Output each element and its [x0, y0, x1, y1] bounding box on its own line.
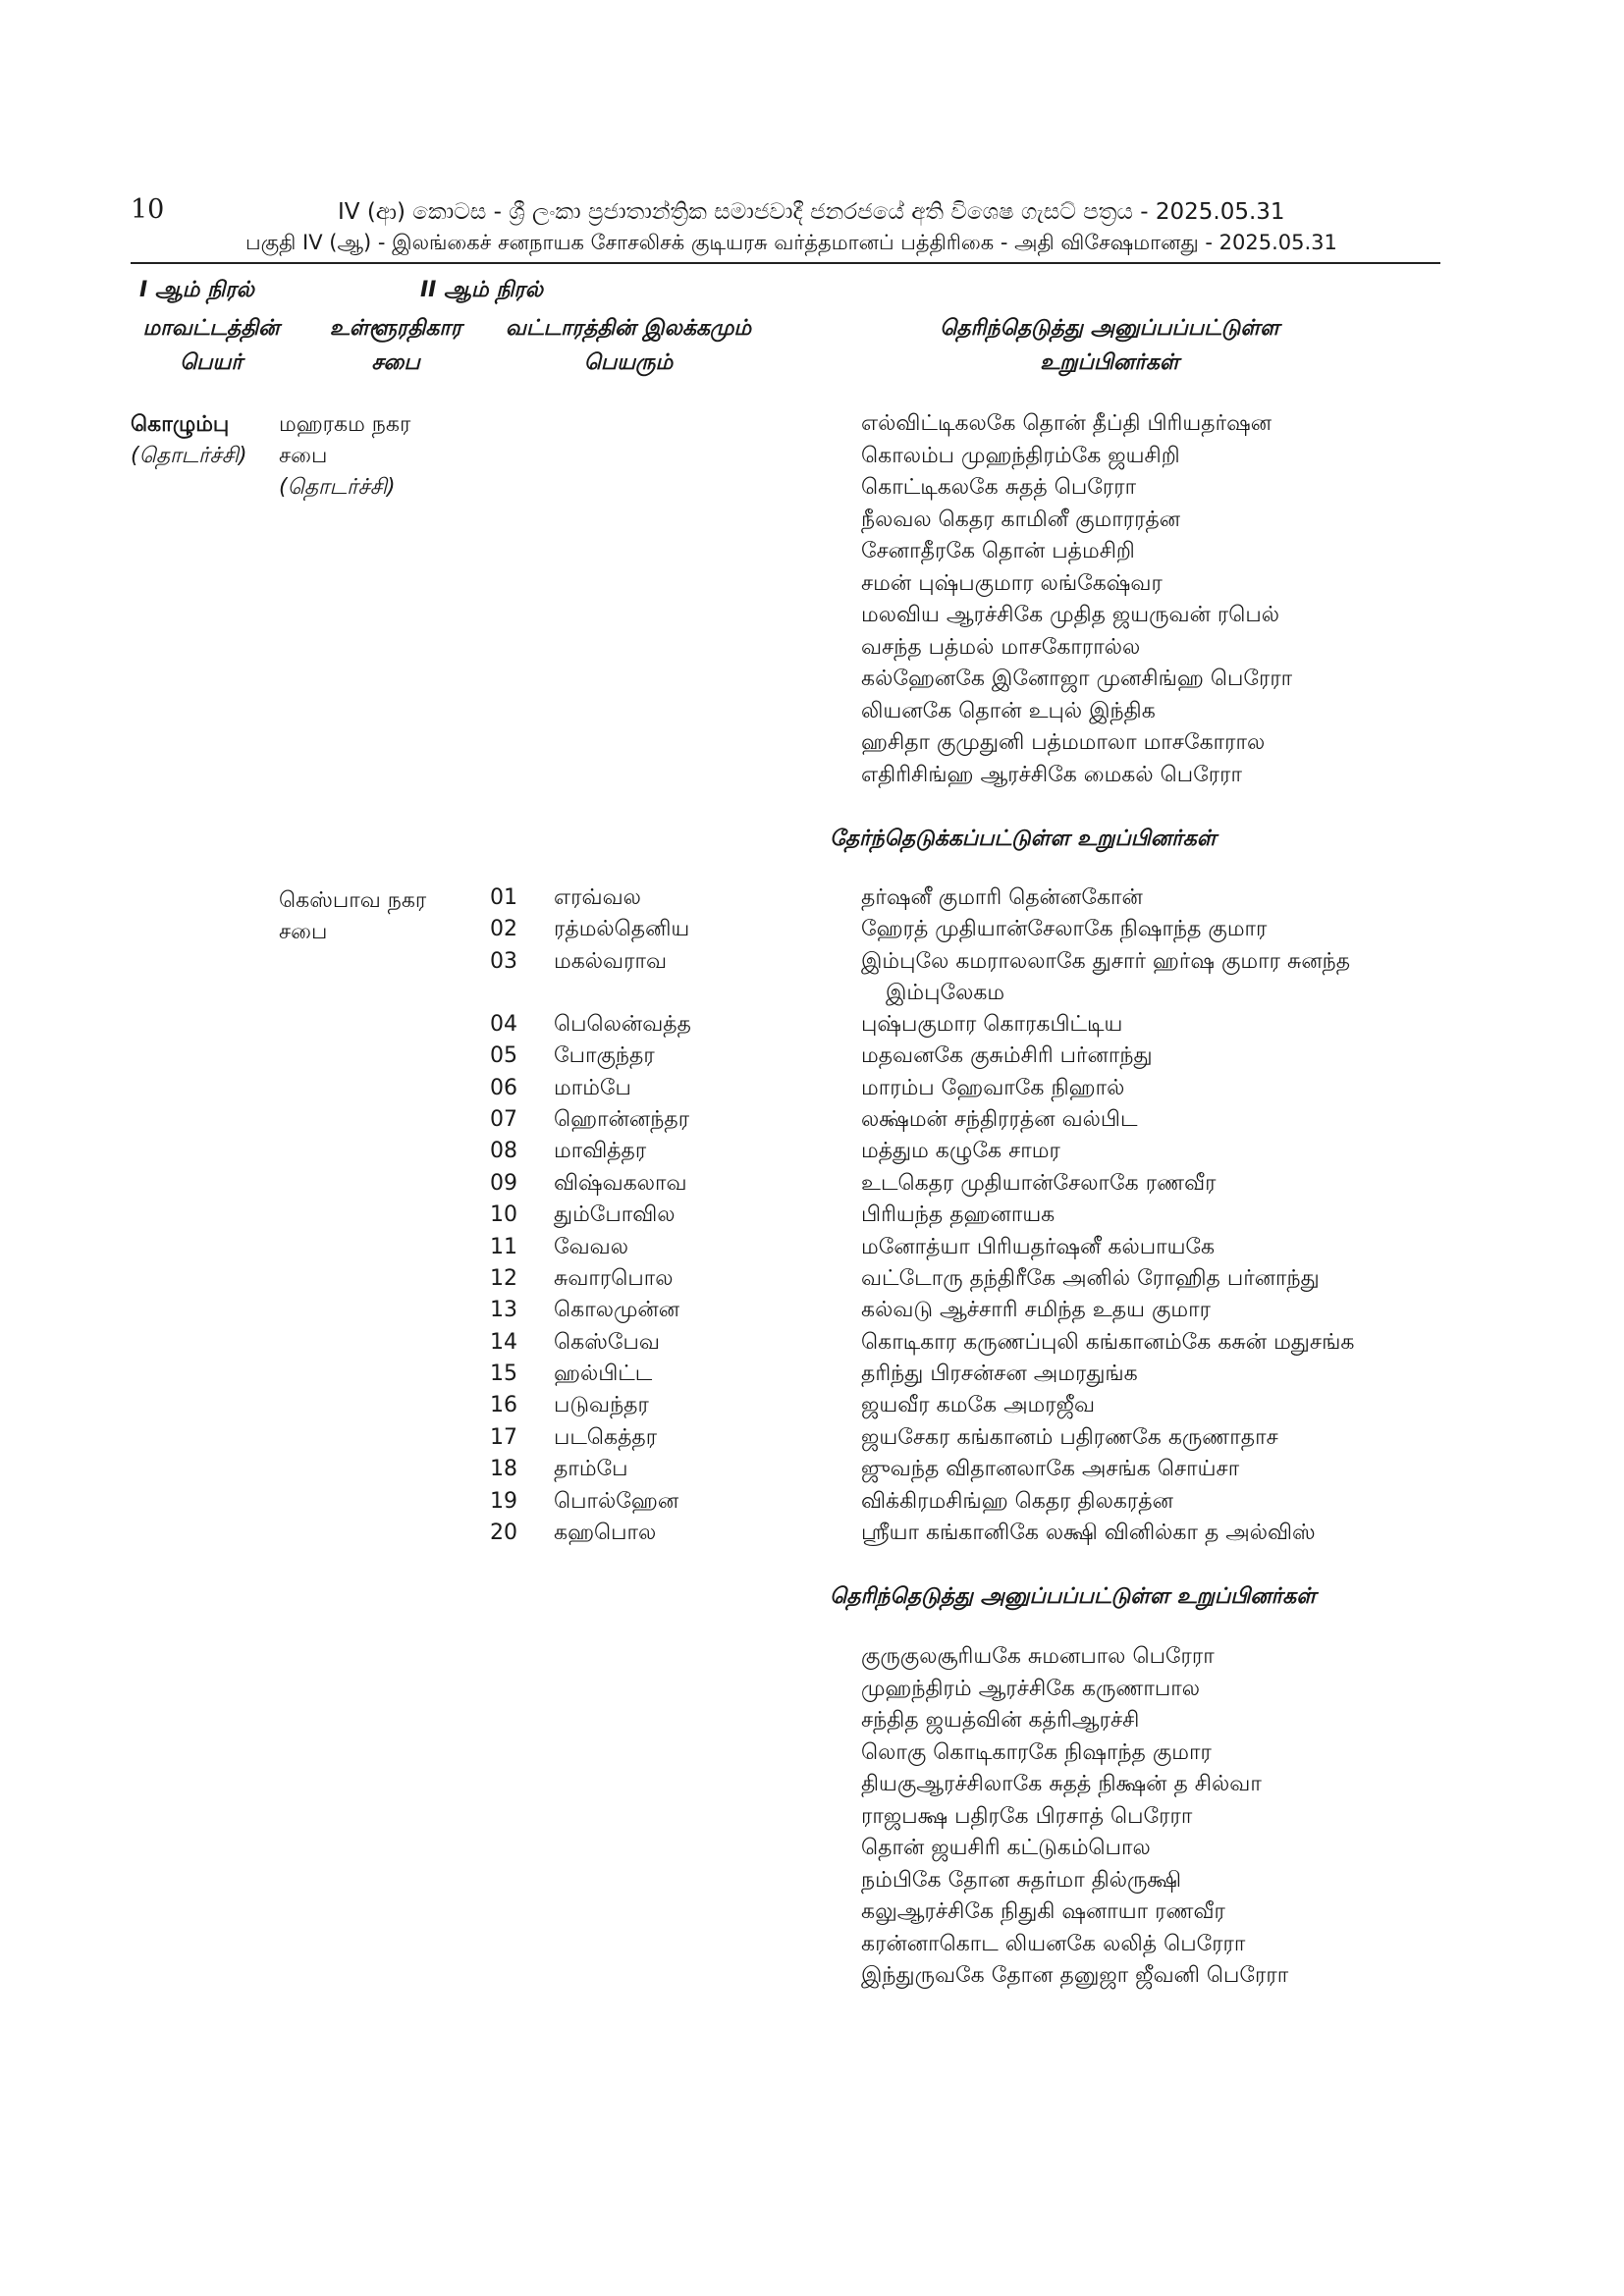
table-row: [490, 1009, 1374, 1041]
ward-number: 20: [490, 1521, 517, 1546]
list-item: நீலவல கெதர காமினீ குமாரரத்ன: [861, 507, 1181, 532]
ward-name: கஹபொல: [554, 1521, 657, 1546]
list-item: லொகு கொடிகாரகே நிஷாந்த குமார: [861, 1739, 1212, 1765]
member-name-continued: இம்புலேகம: [886, 980, 1005, 1005]
ward-name: சுவாரபொல: [554, 1265, 674, 1291]
ward-name: கெஸ்பேவ: [554, 1329, 660, 1355]
ward-number: 09: [490, 1170, 517, 1196]
table-row: [490, 882, 1374, 914]
member-name: விக்கிரமசிங்ஹ கெதர திலகரத்ன: [861, 1488, 1173, 1514]
ward-name: படுவந்தர: [554, 1393, 649, 1418]
ward-number: 03: [490, 948, 517, 974]
ward-number: 14: [490, 1329, 517, 1355]
table-row: [490, 914, 1374, 945]
table-row: [490, 1295, 1374, 1326]
list-item: கல்ஹேனகே இனோஜா முனசிங்ஹ பெரேரா: [861, 667, 1293, 691]
list-item: சேனாதீரகே தொன் பத்மசிறி: [861, 539, 1135, 563]
list-item: தியகுஆரச்சிலாகே சுதத் நிக்ஷன் த சில்வா: [861, 1772, 1262, 1796]
table-row: [490, 1390, 1374, 1421]
member-name: ஜுவந்த விதானலாகே அசங்க சொய்சா: [861, 1457, 1240, 1482]
ward-name: ஹொன்னந்தர: [554, 1106, 690, 1132]
maharagama-nominated-list: [861, 408, 1292, 791]
ward-name: மாம்பே: [554, 1075, 631, 1100]
authority-header-line2: சபை: [371, 350, 420, 375]
member-name: தர்ஷனீ குமாரி தென்னகோன்: [861, 885, 1143, 910]
table-row: [490, 1263, 1374, 1295]
ward-number: 18: [490, 1457, 517, 1482]
list-item: சந்தித ஜயத்வின் கத்ரிஆரச்சி: [861, 1708, 1140, 1733]
list-item: கொலம்ப முஹந்திரம்கே ஜயசிறி: [861, 443, 1180, 468]
list-item: நம்பிகே தோன சுதர்மா தில்ருக்ஷி: [861, 1867, 1182, 1893]
member-name: தரிந்து பிரசன்சன அமரதுங்க: [861, 1362, 1138, 1387]
member-name: பிரியந்த தஹனாயக: [861, 1202, 1056, 1228]
authority-name-line1: கெஸ்பாவ நகர: [279, 888, 427, 913]
member-name: உடகெதர முதியான்சேலாகே ரணவீர: [861, 1170, 1217, 1196]
table-row: [490, 1327, 1374, 1359]
table-row: [490, 1454, 1374, 1485]
ward-number: 06: [490, 1075, 517, 1100]
member-name: மாரம்ப ஹேவாகே நிஹால்: [861, 1075, 1125, 1100]
member-name: ஹேரத் முதியான்சேலாகே நிஷாந்த குமார: [861, 917, 1268, 942]
ward-name: படகெத்தர: [554, 1424, 658, 1450]
table-row: [490, 1359, 1374, 1390]
ward-name: எரவ்வல: [554, 885, 641, 910]
authority-name-line1: மஹரகம நகர: [279, 412, 411, 437]
table-row: [490, 946, 1374, 1009]
table-row: [490, 1041, 1374, 1072]
list-item: வசந்த பத்மல் மாசகோரால்ல: [861, 634, 1141, 660]
ward-header-line2: பெயரும்: [583, 350, 674, 375]
ward-number: 02: [490, 917, 517, 942]
table-row: [490, 1200, 1374, 1231]
members-header-line1: தெரிந்தெடுத்து அனுப்பப்பட்டுள்ள: [940, 316, 1279, 341]
gazette-header-sinhala: IV (ආ) කොටස - ශ්‍රී ලංකා ප්‍රජාතාන්ත්‍රික සමාජවාදී ජනරජයේ අති විශෙෂ ගැසට් පත්‍රය - 2025.05.31: [338, 199, 1285, 225]
ward-number: 12: [490, 1265, 517, 1291]
ward-name: பெலென்வத்த: [554, 1011, 691, 1037]
list-item: ஹசிதா குமுதுனி பத்மமாலா மாசகோரால: [861, 730, 1266, 755]
column-marker-2: II ஆம் நிரல்: [420, 278, 544, 302]
ward-number: 05: [490, 1043, 517, 1069]
member-name: மத்தும கழுகே சாமர: [861, 1139, 1060, 1164]
ward-name: மகல்வராவ: [554, 948, 668, 974]
list-item: இந்துருவகே தோன தனுஜா ஜீவனி பெரேரா: [861, 1963, 1289, 1988]
list-item: குருகுலசூரியகே சுமனபால பெரேரா: [861, 1644, 1215, 1669]
list-item: கொட்டிகலகே சுதத் பெரேரா: [861, 475, 1137, 500]
column-marker-1: I ஆம் நிரல்: [139, 278, 254, 302]
member-name: இம்புலே கமராலலாகே துசார் ஹர்ஷ குமார சுனந்த: [861, 948, 1351, 974]
list-item: சமன் புஷ்பகுமார லங்கேஷ்வர: [861, 570, 1163, 596]
district-continued: (தொடர்ச்சி): [131, 444, 247, 468]
members-header-line2: உறுப்பினர்கள்: [1040, 350, 1179, 375]
list-item: முஹந்திரம் ஆரச்சிகே கருணாபால: [861, 1676, 1200, 1701]
authority-name-line2: சபை: [279, 920, 328, 944]
list-item: ராஜபக்ஷ பதிரகே பிரசாத் பெரேரா: [861, 1803, 1193, 1829]
ward-number: 08: [490, 1139, 517, 1164]
table-row: [490, 1104, 1374, 1136]
district-header-line1: மாவட்டத்தின்: [142, 316, 280, 341]
ward-name: தும்போவில: [554, 1202, 676, 1228]
gazette-header-tamil: பகுதி IV (ஆ) - இலங்கைச் சனநாயக சோசலிசக் குடியரசு வர்த்தமானப் பத்திரிகை - அதி விசேஷமானது - 2025.05.31: [245, 231, 1337, 254]
authority-continued: (தொடர்ச்சி): [279, 475, 396, 500]
authority-header-line1: உள்ளூரதிகார: [329, 316, 462, 341]
header-rule: [131, 262, 1440, 264]
ward-name: கொலமுன்ன: [554, 1298, 680, 1323]
ward-number: 16: [490, 1393, 517, 1418]
member-name: மனோத்யா பிரியதர்ஷனீ கல்பாயகே: [861, 1234, 1216, 1259]
ward-name: ஹல்பிட்ட: [554, 1362, 653, 1387]
member-name: ஸ்ரீயா கங்கானிகே லக்ஷி வினில்கா த அல்விஸ்: [861, 1521, 1316, 1546]
authority-name-line2: சபை: [279, 444, 328, 468]
table-row: [490, 1168, 1374, 1200]
district-header-line2: பெயர்: [180, 350, 243, 375]
section-title-elected: தேர்ந்தெடுக்கப்பட்டுள்ள உறுப்பினர்கள்: [830, 827, 1217, 851]
member-name: கொடிகார கருணப்புலி கங்கானம்கே கசுன் மதுசங்க: [861, 1329, 1355, 1355]
ward-number: 17: [490, 1424, 517, 1450]
list-item: எதிரிசிங்ஹ ஆரச்சிகே மைகல் பெரேரா: [861, 762, 1242, 787]
district-name: கொழும்பு: [131, 412, 230, 437]
member-name: கல்வடு ஆச்சாரி சமிந்த உதய குமார: [861, 1298, 1211, 1323]
ward-number: 10: [490, 1202, 517, 1228]
kesbewa-ward-list: [490, 882, 1374, 1549]
list-item: கலுஆரச்சிகே நிதுகி ஷனாயா ரணவீர: [861, 1899, 1225, 1924]
ward-number: 01: [490, 885, 517, 910]
ward-number: 15: [490, 1362, 517, 1387]
table-row: [490, 1136, 1374, 1167]
kesbewa-nominated-list: [861, 1641, 1288, 1993]
ward-number: 07: [490, 1106, 517, 1132]
table-row: [490, 1518, 1374, 1549]
list-item: லியனகே தொன் உபுல் இந்திக: [861, 698, 1156, 723]
member-name: லக்ஷ்மன் சந்திரரத்ன வல்பிட: [861, 1106, 1138, 1132]
member-name: மதவனகே குசும்சிரி பர்னாந்து: [861, 1043, 1153, 1069]
ward-header-line1: வட்டாரத்தின் இலக்கமும்: [505, 316, 752, 341]
member-name: ஜயசேகர கங்கானம் பதிரணகே கருணாதாச: [861, 1424, 1278, 1450]
list-item: எல்விட்டிகலகே தொன் தீப்தி பிரியதர்ஷன: [861, 411, 1272, 436]
ward-name: பொல்ஹேன: [554, 1488, 679, 1514]
ward-name: மாவித்தர: [554, 1139, 647, 1164]
page-number: 10: [131, 194, 165, 225]
ward-name: போகுந்தர: [554, 1043, 655, 1069]
list-item: தொன் ஜயசிரி கட்டுகம்பொல: [861, 1836, 1151, 1860]
ward-number: 11: [490, 1234, 517, 1259]
ward-number: 13: [490, 1298, 517, 1323]
ward-name: தாம்பே: [554, 1457, 628, 1482]
ward-number: 19: [490, 1488, 517, 1514]
ward-name: வேவல: [554, 1234, 628, 1259]
list-item: கரன்னாகொட லியனகே லலித் பெரேரா: [861, 1931, 1246, 1956]
ward-name: விஷ்வகலாவ: [554, 1170, 687, 1196]
section-title-nominated: தெரிந்தெடுத்து அனுப்பப்பட்டுள்ள உறுப்பினர்கள்: [830, 1584, 1317, 1609]
member-name: புஷ்பகுமார கொரகபிட்டிய: [861, 1011, 1123, 1037]
table-row: [490, 1422, 1374, 1454]
ward-number: 04: [490, 1011, 517, 1037]
ward-name: ரத்மல்தெனிய: [554, 917, 690, 942]
table-row: [490, 1232, 1374, 1263]
member-name: வட்டோரு தந்திரீகே அனில் ரோஹித பர்னாந்து: [861, 1265, 1320, 1291]
member-name: ஜயவீர கமகே அமரஜீவ: [861, 1393, 1096, 1418]
table-row: [490, 1073, 1374, 1104]
table-row: [490, 1486, 1374, 1518]
list-item: மலவிய ஆரச்சிகே முதித ஜயருவன் ரபெல்: [861, 603, 1280, 627]
